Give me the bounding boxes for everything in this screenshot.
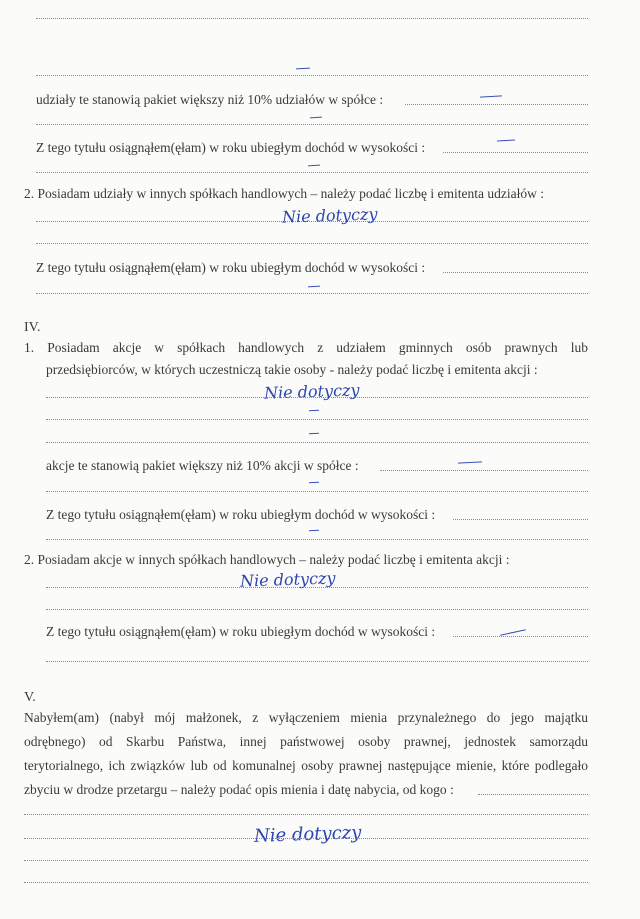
income-label: Z tego tytułu osiągnąłem(ęłam) w roku ubiegłym dochód w wysokości :: [46, 624, 436, 639]
answer-line: [46, 442, 588, 443]
section-heading-iv: IV.: [24, 320, 41, 335]
answer-line: [443, 272, 588, 273]
answer-line: [380, 470, 588, 471]
answer-line: [24, 838, 588, 839]
answer-line: [36, 75, 588, 76]
dash-mark: [500, 629, 526, 635]
dash-mark: [296, 68, 310, 70]
answer-line: [24, 814, 588, 815]
shares-packet-label: udziały te stanowią pakiet większy niż 10% udziałów w spółce :: [36, 92, 384, 107]
dash-mark: [308, 165, 320, 167]
shares-gmina-item-line1: 1. Posiadam akcje w spółkach handlowych z udziałem gminnych osób prawnych lub: [24, 340, 588, 355]
dash-mark: [309, 410, 319, 412]
answer-line: [443, 152, 588, 153]
answer-line: [46, 661, 588, 662]
answer-line: [36, 172, 588, 173]
dash-mark: [497, 140, 515, 142]
income-label: Z tego tytułu osiągnąłem(ęłam) w roku ubiegłym dochód w wysokości :: [36, 140, 426, 155]
handwritten-answer: Nie dotyczy: [263, 380, 360, 403]
income-label: Z tego tytułu osiągnąłem(ęłam) w roku ubiegłym dochód w wysokości :: [46, 507, 436, 522]
answer-line: [478, 794, 588, 795]
acquisition-text-line2: odrębnego) od Skarbu Państwa, innej państwowej osoby prawnej, jednostek samorządu: [24, 734, 588, 749]
answer-line: [36, 293, 588, 294]
acquisition-text-line4: zbyciu w drodze przetargu – należy podać opis mienia i datę nabycia, od kogo :: [24, 782, 454, 797]
answer-line: [46, 587, 588, 588]
dash-mark: [309, 530, 319, 532]
handwritten-answer: Nie dotyczy: [253, 822, 362, 847]
answer-line: [405, 104, 588, 105]
answer-line: [24, 882, 588, 883]
answer-line: [46, 491, 588, 492]
answer-line: [453, 519, 588, 520]
handwritten-answer: Nie dotyczy: [239, 568, 336, 591]
answer-line: [453, 636, 588, 637]
handwritten-answer: Nie dotyczy: [281, 204, 378, 227]
dash-mark: [310, 117, 322, 119]
shares-gmina-item-line2: przedsiębiorców, w których uczestniczą takie osoby - należy podać liczbę i emitenta akcji :: [46, 362, 538, 377]
acquisition-text-line1: Nabyłem(am) (nabył mój małżonek, z wyłączeniem mienia przynależnego do jego majątku: [24, 710, 588, 725]
section-heading-v: V.: [24, 690, 36, 705]
dash-mark: [309, 482, 319, 484]
dash-mark: [308, 286, 320, 288]
answer-line: [46, 609, 588, 610]
answer-line: [46, 539, 588, 540]
shares-other-companies-item: 2. Posiadam udziały w innych spółkach handlowych – należy podać liczbę i emitenta udziałów :: [24, 186, 544, 201]
answer-line: [46, 419, 588, 420]
dash-mark: [309, 433, 319, 435]
shares-other-companies-item: 2. Posiadam akcje w innych spółkach handlowych – należy podać liczbę i emitenta akcji :: [24, 552, 510, 567]
answer-line: [36, 18, 588, 19]
dash-mark: [458, 461, 482, 463]
acquisition-text-line3: terytorialnego, ich związków lub od komunalnej osoby prawnej następujące mienie, które podlegało: [24, 758, 588, 773]
answer-line: [46, 397, 588, 398]
dash-mark: [480, 95, 502, 97]
income-label: Z tego tytułu osiągnąłem(ęłam) w roku ubiegłym dochód w wysokości :: [36, 260, 426, 275]
shares-packet-label: akcje te stanowią pakiet większy niż 10% akcji w spółce :: [46, 458, 359, 473]
answer-line: [36, 124, 588, 125]
answer-line: [36, 243, 588, 244]
answer-line: [24, 860, 588, 861]
